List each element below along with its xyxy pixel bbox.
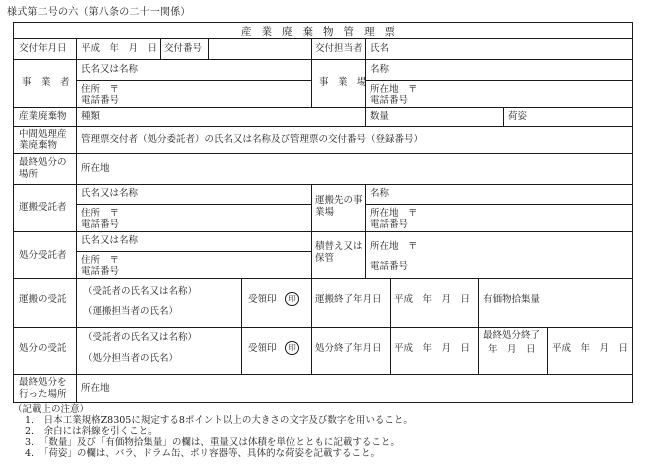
- label-transport-dest-line1: 運搬先の事: [315, 195, 363, 206]
- label-final-place-line2: 場所: [19, 169, 39, 180]
- frame-left: [13, 22, 14, 403]
- label-disposal-end: 処分終了年月日: [315, 343, 382, 354]
- label-issuer-person: 交付担当者: [315, 43, 363, 54]
- rule: [311, 184, 312, 278]
- final-place-field[interactable]: 所在地: [81, 163, 110, 174]
- note-item: 1. 日本工業規格Z8305に規定する8ポイント以上の大きさの文字及び数字を用いること。: [25, 415, 413, 426]
- label-disposal-receipt: 処分の受託: [19, 343, 67, 354]
- rule: [365, 204, 633, 205]
- rule: [390, 278, 391, 374]
- dest-name-field[interactable]: 名称: [370, 188, 390, 199]
- label-final-done-line2: 行った場所: [19, 389, 67, 400]
- site-name-field[interactable]: 名称: [370, 64, 390, 75]
- rule: [13, 126, 633, 127]
- label-final-end-line2: 年 月 日: [488, 344, 536, 355]
- transport-person-field[interactable]: （運搬担当者の氏名）: [83, 306, 179, 317]
- label-final-end-line1: 最終処分終了: [483, 330, 541, 341]
- rule: [76, 80, 311, 81]
- rule: [13, 153, 633, 154]
- rule: [13, 107, 633, 108]
- label-final-place-line1: 最終処分の: [19, 157, 67, 168]
- issuer-name-field[interactable]: 氏名: [370, 43, 390, 54]
- transport-address-field[interactable]: 住所 〒: [81, 208, 120, 219]
- disposal-seal-label: 受領印: [248, 343, 277, 354]
- label-disposal-contractor: 処分受託者: [19, 250, 67, 261]
- disposal-receiver-field[interactable]: （受託者の氏名又は名称）: [83, 332, 198, 343]
- rule: [76, 251, 311, 252]
- label-issue-number: 交付番号: [164, 43, 203, 54]
- rule: [365, 38, 366, 107]
- rule: [311, 278, 312, 374]
- transport-end-date-field[interactable]: 平成 年 月 日: [394, 294, 471, 305]
- disposal-seal-mark[interactable]: 印: [285, 341, 299, 355]
- rule: [365, 107, 366, 126]
- form-caption: 様式第二号の六（第八条の二十一関係）: [7, 7, 191, 18]
- disposal-name-field[interactable]: 氏名又は名称: [81, 235, 139, 246]
- rule: [503, 107, 504, 126]
- intermediate-field[interactable]: 管理票交付者（処分委託者）の氏名又は名称及び管理票の交付番号（登録番号）: [81, 134, 424, 145]
- label-transport-dest-line2: 業場: [315, 207, 335, 218]
- valuables-field[interactable]: 有価物拾集量: [483, 294, 541, 305]
- frame-bottom: [13, 402, 633, 403]
- dest-location-field[interactable]: 所在地 〒: [370, 208, 418, 219]
- form-title: 産業廃棄物管理票: [241, 26, 405, 38]
- note-item: 2. 余白には斜線を引くこと。: [25, 426, 158, 437]
- rule: [76, 38, 77, 402]
- waste-kind-field[interactable]: 種類: [81, 111, 101, 122]
- label-final-done-line1: 最終処分を: [19, 377, 67, 388]
- rule: [13, 38, 633, 39]
- operator-address-field[interactable]: 住所 〒: [81, 84, 120, 95]
- waste-quantity-field[interactable]: 数量: [370, 111, 390, 122]
- rule: [311, 38, 312, 107]
- transport-receiver-field[interactable]: （受託者の氏名又は名称）: [83, 286, 198, 297]
- frame-top: [13, 22, 633, 23]
- dest-phone-field[interactable]: 電話番号: [370, 219, 409, 230]
- label-intermediate-line2: 業廃棄物: [19, 140, 58, 151]
- site-phone-field[interactable]: 電話番号: [370, 95, 409, 106]
- note-item: 4. 「荷姿」の欄は、バラ、ドラム缶、ポリ容器等、具体的な荷姿を記載すること。: [25, 448, 380, 459]
- notes-section: [13, 404, 643, 459]
- label-transport-receipt: 運搬の受託: [19, 294, 67, 305]
- label-issue-date: 交付年月日: [19, 43, 67, 54]
- waste-packaging-field[interactable]: 荷姿: [508, 111, 528, 122]
- rule: [13, 184, 633, 185]
- label-intermediate-line1: 中間処理産: [19, 129, 67, 140]
- final-done-location-field[interactable]: 所在地: [81, 383, 110, 394]
- label-waste: 産業廃棄物: [19, 111, 67, 122]
- transport-seal-label: 受領印: [248, 294, 277, 305]
- label-transport-end: 運搬終了年月日: [315, 294, 382, 305]
- label-business-site: 事 業 場: [319, 77, 367, 88]
- manifest-form: [13, 22, 633, 403]
- transship-phone-field[interactable]: 電話番号: [370, 261, 409, 272]
- note-item: 3. 「数量」及び「有価物拾集量」の欄は、重量又は体積を単位とともに記載すること。: [25, 437, 400, 448]
- rule: [365, 184, 366, 278]
- rule: [13, 59, 633, 60]
- rule: [478, 278, 479, 374]
- label-transport-contractor: 運搬受託者: [19, 202, 67, 213]
- notes-heading: （記載上の注意）: [13, 404, 90, 415]
- label-transship-line2: 保管: [315, 253, 335, 264]
- transport-phone-field[interactable]: 電話番号: [81, 219, 120, 230]
- transship-location-field[interactable]: 所在地 〒: [370, 241, 418, 252]
- label-transship-line1: 積替え又は: [315, 241, 363, 252]
- disposal-phone-field[interactable]: 電話番号: [81, 266, 120, 277]
- transport-seal-mark[interactable]: 印: [285, 292, 299, 306]
- disposal-person-field[interactable]: （処分担当者の氏名）: [83, 353, 179, 364]
- operator-phone-field[interactable]: 電話番号: [81, 95, 120, 106]
- issue-date-field[interactable]: 平成 年 月 日: [81, 43, 158, 54]
- rule: [365, 80, 633, 81]
- rule: [160, 38, 161, 59]
- final-end-date-field[interactable]: 平成 年 月 日: [552, 343, 629, 354]
- disposal-end-date-field[interactable]: 平成 年 月 日: [394, 343, 471, 354]
- rule: [208, 38, 209, 59]
- rule: [13, 374, 633, 375]
- disposal-address-field[interactable]: 住所 〒: [81, 255, 120, 266]
- rule: [241, 278, 242, 374]
- operator-name-field[interactable]: 氏名又は名称: [81, 64, 139, 75]
- rule: [76, 204, 311, 205]
- label-business-operator: 事 業 者: [22, 77, 70, 88]
- rule: [13, 327, 633, 328]
- transport-name-field[interactable]: 氏名又は名称: [81, 188, 139, 199]
- site-location-field[interactable]: 所在地 〒: [370, 84, 418, 95]
- rule: [547, 327, 548, 374]
- rule: [13, 231, 633, 232]
- rule: [13, 278, 633, 279]
